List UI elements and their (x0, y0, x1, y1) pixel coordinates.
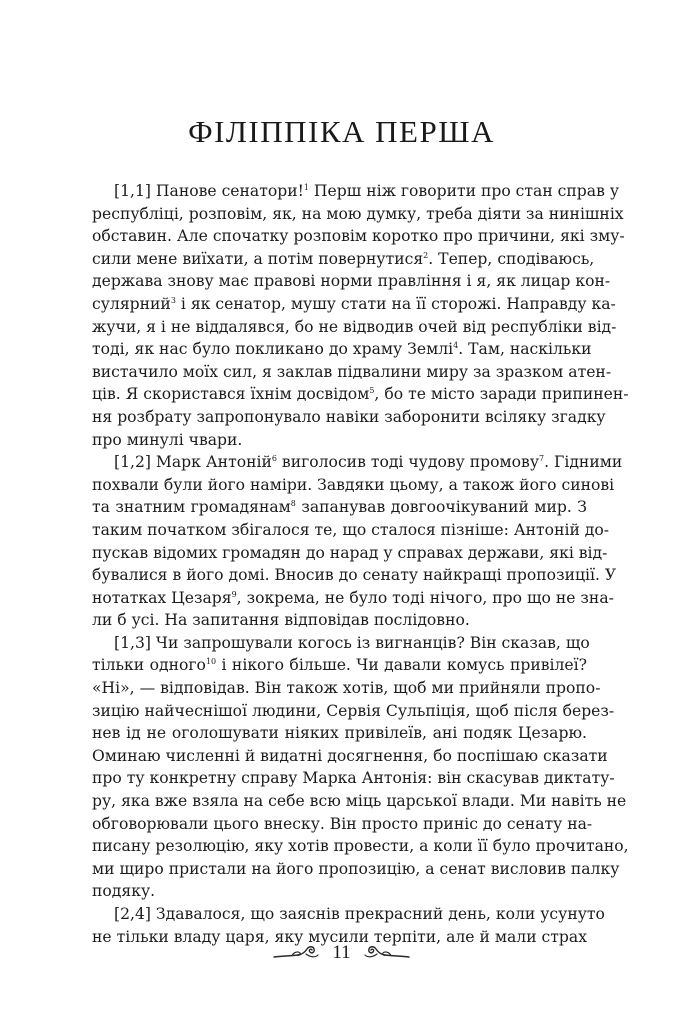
text-segment: ми щиро пристали на його пропозицію, а сенат висловив палку (92, 859, 620, 878)
text-segment: [1,1] Панове сенатори! (114, 182, 304, 200)
text-segment: «Ні», — відповідав. Він також хотів, щоб ми прийняли пропо- (92, 679, 601, 698)
text-line (92, 406, 606, 429)
text-segment: республіці, розповім, як, на мою думку, треба діяти за нинішніх (92, 204, 624, 223)
text-line (92, 722, 587, 745)
text-line (92, 654, 587, 677)
text-line (92, 316, 617, 339)
text-segment: бувалися в його домі. Вносив до сенату найкращі пропозиції. У (92, 566, 617, 585)
text-line (92, 767, 615, 790)
text-segment: обставин. Але спочатку розповім коротко про причини, які зму- (92, 227, 625, 246)
text-line (92, 700, 615, 723)
text-segment: [1,3] Чи запрошували когось із вигнанців? Він сказав, що (114, 633, 590, 652)
text-line (92, 248, 595, 271)
text-line (92, 903, 605, 926)
text-segment: про минулі чвари. (92, 430, 243, 449)
page-footer (0, 938, 683, 968)
text-segment: сили мене виїхати, а потім повернутися (92, 249, 424, 268)
page-number: 11 (332, 942, 351, 963)
footnote-marker[interactable]: 2 (423, 250, 429, 260)
text-line (92, 293, 616, 316)
footnote-marker[interactable]: 3 (170, 295, 176, 305)
text-segment: ців. Я скористався їхнім досвідом (92, 385, 370, 404)
text-segment: [2,4] Здавалося, що заяснів прекрасний день, коли усунуто (114, 905, 605, 923)
text-segment: . Тепер, сподіваюсь, (428, 249, 595, 268)
text-line (92, 790, 627, 813)
text-segment: жучи, я і не віддалявся, бо не відводив очей від республіки від- (92, 317, 617, 336)
text-segment: , зокрема, не було тоді нічого, про що не зна- (236, 588, 614, 607)
text-segment: держава знову має правові норми правління і я, як лицар кон- (92, 272, 611, 291)
text-segment: ня розбрату запропонувало навіки заборонити всіляку згадку (92, 407, 606, 426)
text-line (92, 587, 614, 610)
text-segment: нев ід не оголошувати ніяких привілеїв, ані подяк Цезарю. (92, 724, 587, 743)
text-segment: та знатним громадянам (92, 498, 291, 517)
text-line (92, 813, 593, 836)
footnote-marker[interactable]: 7 (539, 454, 545, 464)
text-segment: ли б усі. На запитання відповідав послідовно. (92, 611, 470, 630)
footnote-marker[interactable]: 4 (453, 341, 459, 351)
text-segment: . Там, наскільки (458, 340, 592, 359)
text-line (92, 632, 590, 655)
text-segment: Оминаю численні й видатні досягнення, бо поспішаю сказати (92, 746, 608, 765)
text-segment: обговорювали цього внеску. Він просто приніс до сенату на- (92, 814, 593, 833)
text-line (92, 609, 587, 632)
text-segment: про ту конкретну справу Марка Антонія: він скасував диктату- (92, 769, 615, 788)
text-segment: тоді, як нас було покликано до храму Землі (92, 340, 454, 359)
footnote-marker[interactable]: 8 (290, 499, 296, 509)
text-segment: зицію найчеснішої людини, Сервія Сульпіція, щоб після берез- (92, 701, 615, 720)
footnote-marker[interactable]: 1 (303, 183, 309, 192)
left-flourish-icon (272, 943, 320, 963)
text-line (92, 542, 608, 565)
footnote-marker[interactable]: 10 (205, 657, 217, 667)
text-line (92, 270, 611, 293)
text-segment: і як сенатор, мушу стати на її сторожі. Направду ка- (175, 294, 616, 313)
footnote-marker[interactable]: 5 (369, 386, 375, 396)
footnote-marker[interactable]: 9 (231, 589, 237, 599)
text-line (92, 519, 610, 542)
text-segment: нотатках Цезаря (92, 588, 232, 607)
text-line (92, 429, 587, 452)
body-text (92, 180, 629, 948)
text-segment: , бо те місто заради припинен- (374, 385, 629, 404)
text-segment: таким початком збігалося те, що сталося пізніше: Антоній до- (92, 520, 610, 539)
text-segment: пускав відомих громадян до нарад у справах держави, які від- (92, 543, 608, 562)
text-line (92, 880, 587, 903)
text-line (92, 203, 624, 226)
chapter-title: ФІЛІППІКА ПЕРША (188, 114, 495, 149)
text-line (92, 745, 608, 768)
text-segment: тільки одного (92, 656, 206, 675)
text-segment: сулярний (92, 294, 171, 313)
text-segment: і нікого більше. Чи давали комусь привілеї? (216, 656, 587, 675)
text-segment: подяку. (92, 882, 156, 901)
text-line (92, 361, 612, 384)
text-segment: писану резолюцію, яку хотів провести, а коли її було прочитано, (92, 837, 629, 856)
text-line (92, 677, 601, 700)
text-line (92, 496, 587, 519)
text-line (92, 383, 629, 406)
text-line (92, 835, 629, 858)
text-segment: не тільки владу царя, яку мусили терпіти, але й мали страх (92, 927, 587, 946)
text-line (92, 451, 623, 474)
footnote-marker[interactable]: 6 (271, 454, 277, 464)
text-line (92, 858, 620, 881)
text-segment: виголосив тоді чудову промову (276, 453, 539, 472)
text-line (92, 225, 625, 248)
right-flourish-icon (363, 943, 411, 963)
text-line (92, 338, 592, 361)
text-line (92, 564, 617, 587)
text-segment: похвали були його наміри. Завдяки цьому, а також його синові (92, 475, 615, 494)
text-line (92, 180, 619, 203)
text-segment: Перш ніж говорити про стан справ у (308, 182, 619, 200)
text-segment: запанував довгоочікуваний мир. З (295, 498, 587, 517)
text-segment: вистачило моїх сил, я заклав підвалини миру за зразком атен- (92, 362, 612, 381)
text-line (92, 474, 615, 497)
text-segment: ру, яка вже взяла на себе всю міць царської влади. Ми навіть не (92, 792, 627, 811)
text-segment: [1,2] Марк Антоній (114, 453, 272, 472)
text-segment: . Гідними (544, 453, 623, 472)
